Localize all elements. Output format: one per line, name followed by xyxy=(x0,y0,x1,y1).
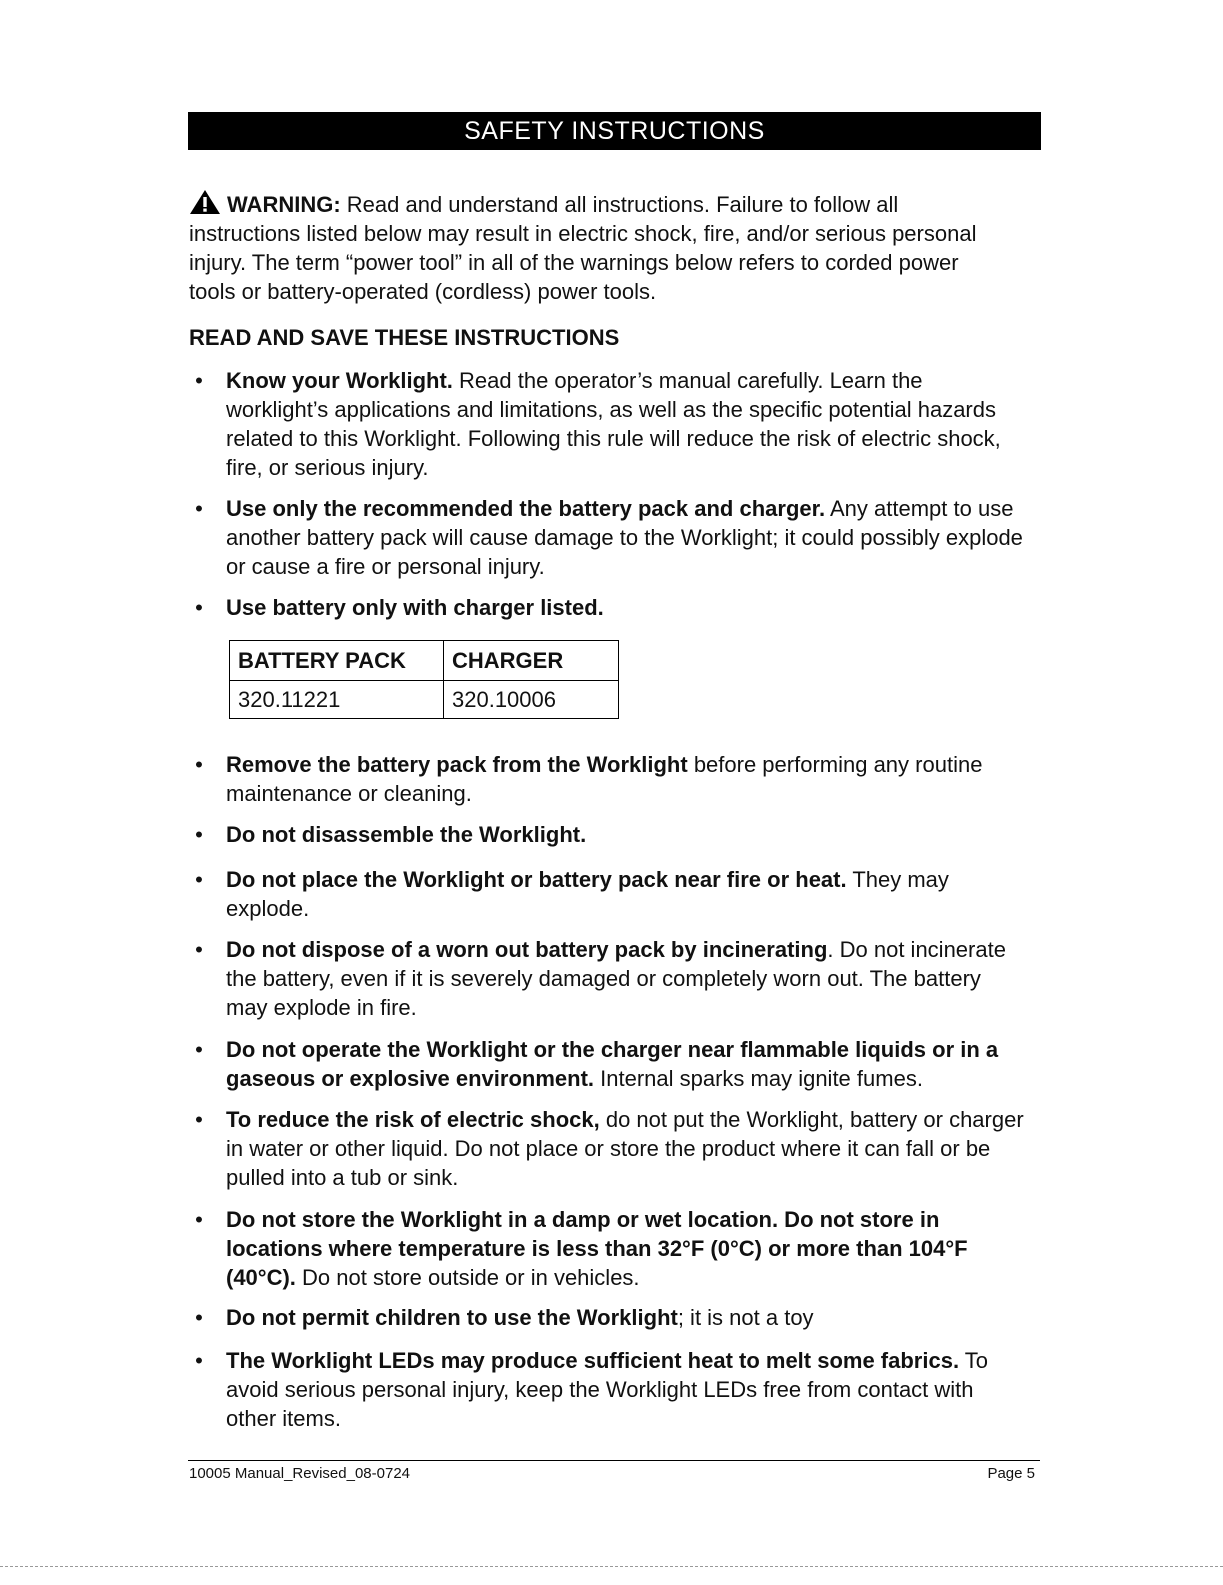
bullet-text: ; it is not a toy xyxy=(677,1305,814,1330)
table-header-row xyxy=(230,641,619,681)
bullet-dot: • xyxy=(195,822,203,847)
list-item xyxy=(195,865,1026,923)
bullet-bold: Use only the recommended the battery pack and charger. xyxy=(226,496,826,521)
bullet-text: . Do not incinerate the battery, even if it is severely damaged or completely worn out. The battery may explode in fire. xyxy=(226,937,1006,1020)
header-battery-pack: BATTERY PACK xyxy=(230,641,444,681)
bullet-text: Any attempt to use another battery pack will cause damage to the Worklight; it could possibly explode or cause a fire or personal injury. xyxy=(226,496,1023,579)
list-item xyxy=(195,935,1026,1022)
bullet-dot: • xyxy=(195,1207,203,1232)
bullet-bold: Use battery only with charger listed. xyxy=(226,595,604,620)
battery-pack-model: 320.11221 xyxy=(230,681,444,719)
bullet-text: do not put the Worklight, battery or charger in water or other liquid. Do not place or store the product where it can fall or be pulled into a tub or sink. xyxy=(226,1107,1024,1190)
bullet-bold: Know your Worklight. xyxy=(226,368,453,393)
list-item xyxy=(195,366,1026,482)
footer-divider xyxy=(188,1460,1040,1461)
bullet-dot: • xyxy=(195,1037,203,1062)
section-banner: SAFETY INSTRUCTIONS xyxy=(188,112,1041,150)
bullet-dot: • xyxy=(195,496,203,521)
bullet-text: To avoid serious personal injury, keep the Worklight LEDs free from contact with other items. xyxy=(226,1348,989,1431)
bullet-dot: • xyxy=(195,752,203,777)
charger-model: 320.10006 xyxy=(444,681,619,719)
bullet-bold: Do not operate the Worklight or the charger near flammable liquids or in a gaseous or explosive environment. xyxy=(226,1037,999,1091)
list-item xyxy=(195,593,1026,622)
bullet-text: before performing any routine maintenance or cleaning. xyxy=(226,752,983,806)
warning-text: Read and understand all instructions. Failure to follow all instructions listed below may result in electric shock, fire, and/or serious personal injury. The term “power tool” in all of the warnings below refers to corded power tools or battery-operated (cordless) power tools. xyxy=(189,192,977,304)
bullet-bold: Do not place the Worklight or battery pack near fire or heat. xyxy=(226,867,847,892)
list-item xyxy=(195,1346,1026,1433)
scan-edge-line xyxy=(0,1566,1223,1567)
bullet-dot: • xyxy=(195,1348,203,1373)
bullet-bold: Do not dispose of a worn out battery pack by incinerating xyxy=(226,937,828,962)
bullet-text: They may explode. xyxy=(226,867,949,921)
bullet-dot: • xyxy=(195,867,203,892)
bullet-bold: To reduce the risk of electric shock, xyxy=(226,1107,600,1132)
bullet-bold: Do not store the Worklight in a damp or wet location. Do not store in locations where temperature is less than 32°F (0°C) or more than 104°F (40°C). xyxy=(226,1207,968,1290)
bullet-bold: The Worklight LEDs may produce sufficient heat to melt some fabrics. xyxy=(226,1348,960,1373)
bullet-bold: Do not permit children to use the Worklight xyxy=(226,1305,678,1330)
footer-document-id: 10005 Manual_Revised_08-0724 xyxy=(189,1465,411,1482)
footer-page-number: Page 5 xyxy=(987,1465,1035,1482)
bullet-dot: • xyxy=(195,595,203,620)
read-and-save-heading: READ AND SAVE THESE INSTRUCTIONS xyxy=(189,325,620,350)
list-item xyxy=(195,820,1026,849)
list-item xyxy=(195,494,1026,581)
warning-triangle-icon xyxy=(189,189,221,215)
list-item xyxy=(195,1205,1026,1292)
table-row xyxy=(230,681,619,719)
list-item xyxy=(195,1105,1026,1192)
bullet-bold: Remove the battery pack from the Worklight xyxy=(226,752,688,777)
list-item xyxy=(195,1035,1026,1093)
bullet-bold: Do not disassemble the Worklight. xyxy=(226,822,587,847)
list-item xyxy=(195,750,1026,808)
bullet-text: Read the operator’s manual carefully. Learn the worklight’s applications and limitations, as well as the specific potential hazards related to this Worklight. Following this rule will reduce the risk of electric shock, fire, or serious injury. xyxy=(226,368,1001,480)
battery-charger-table xyxy=(229,640,619,719)
list-item xyxy=(195,1303,1026,1332)
bullet-dot: • xyxy=(195,937,203,962)
bullet-dot: • xyxy=(195,1305,203,1330)
bullet-dot: • xyxy=(195,1107,203,1132)
bullet-text: Internal sparks may ignite fumes. xyxy=(594,1066,923,1091)
bullet-text: Do not store outside or in vehicles. xyxy=(295,1265,640,1290)
warning-paragraph xyxy=(189,189,1009,306)
bullet-dot: • xyxy=(195,368,203,393)
header-charger: CHARGER xyxy=(444,641,619,681)
warning-label: WARNING: xyxy=(227,192,341,217)
